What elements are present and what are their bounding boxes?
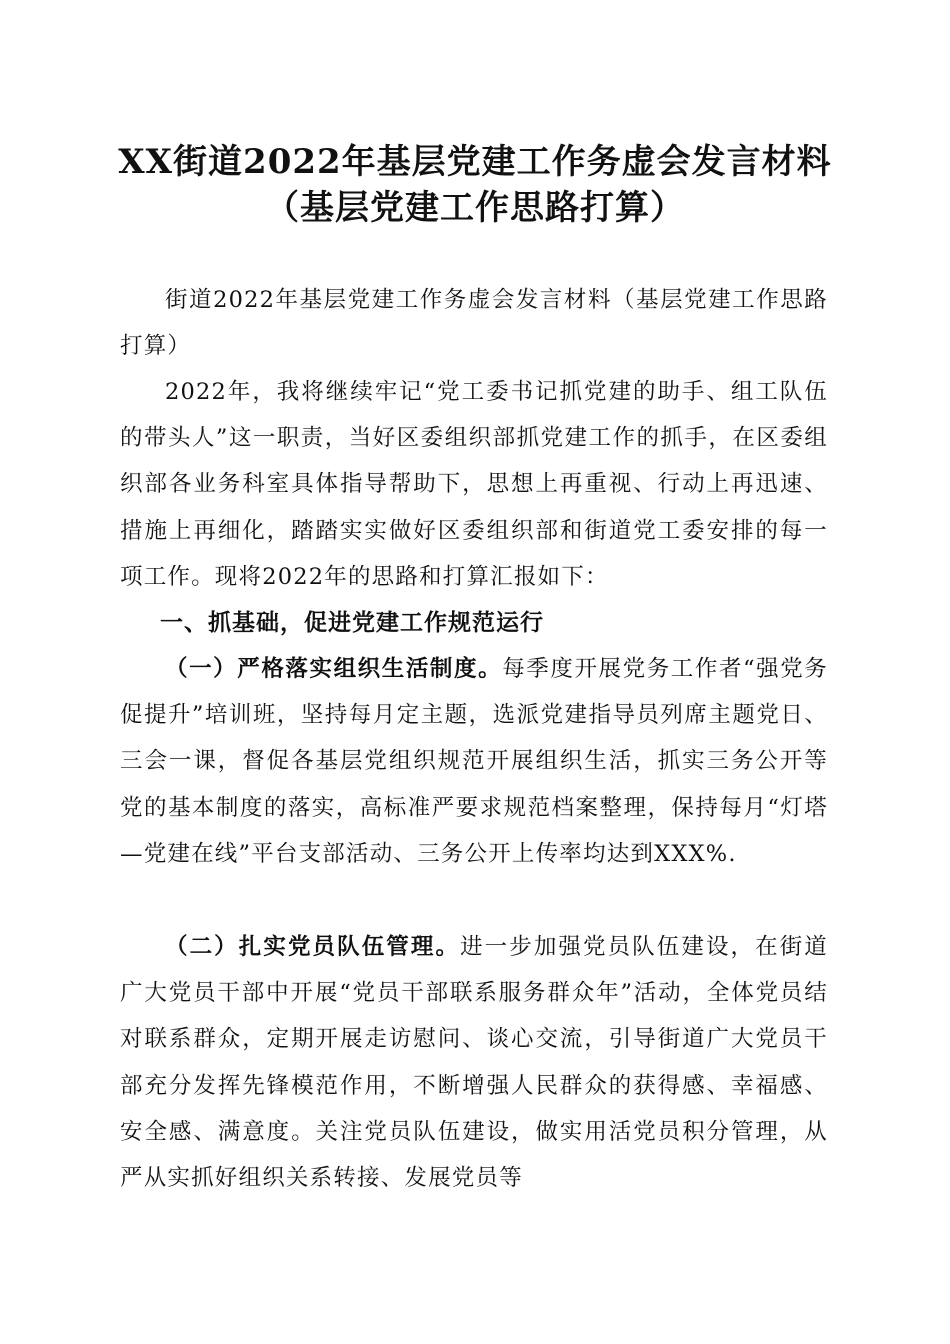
document-title-line-2: （基层党建工作思路打算） xyxy=(265,188,685,228)
item-paragraph-1 xyxy=(120,646,828,877)
item-1-text: 每季度开展党务工作者“强党务促提升”培训班，坚持每月定主题，选派党建指导员列席主题党日、三会一课，督促各基层党组织规范开展组织生活，抓实三务公开等党的基本制度的落实，高标准严要求规范档案整理，保持每月“灯塔—党建在线”平台支部活动、三务公开上传率均达到XXX%. xyxy=(120,656,828,867)
section-heading-1: 一、抓基础，促进党建工作规范运行 xyxy=(160,610,544,636)
item-paragraph-2 xyxy=(120,924,828,1201)
item-1-lead: （一）严格落实组织生活制度。 xyxy=(165,656,503,682)
intro-paragraph: 街道2022年基层党建工作务虚会发言材料（基层党建工作思路打算） xyxy=(120,287,828,360)
item-2-lead: （二）扎实党员队伍管理。 xyxy=(165,934,461,960)
opening-paragraph: 2022年，我将继续牢记“党工委书记抓党建的助手、组工队伍的带头人”这一职责，当好区委组织部抓党建工作的抓手，在区委组织部各业务科室具体指导帮助下，思想上再重视、行动上再迅速、措施上再细化，踏踏实实做好区委组织部和街道党工委安排的每一项工作。现将2022年的思路和打算汇报如下： xyxy=(120,379,828,590)
item-2-text: 进一步加强党员队伍建设，在街道广大党员干部中开展“党员干部联系服务群众年”活动，全体党员结对联系群众，定期开展走访慰问、谈心交流，引导街道广大党员干部充分发挥先锋模范作用，不断增强人民群众的获得感、幸福感、安全感、满意度。关注党员队伍建设，做实用活党员积分管理，从严从实抓好组织关系转接、发展党员等 xyxy=(120,934,828,1192)
document-title-line-1: XX街道2022年基层党建工作务虚会发言材料 xyxy=(118,142,832,182)
